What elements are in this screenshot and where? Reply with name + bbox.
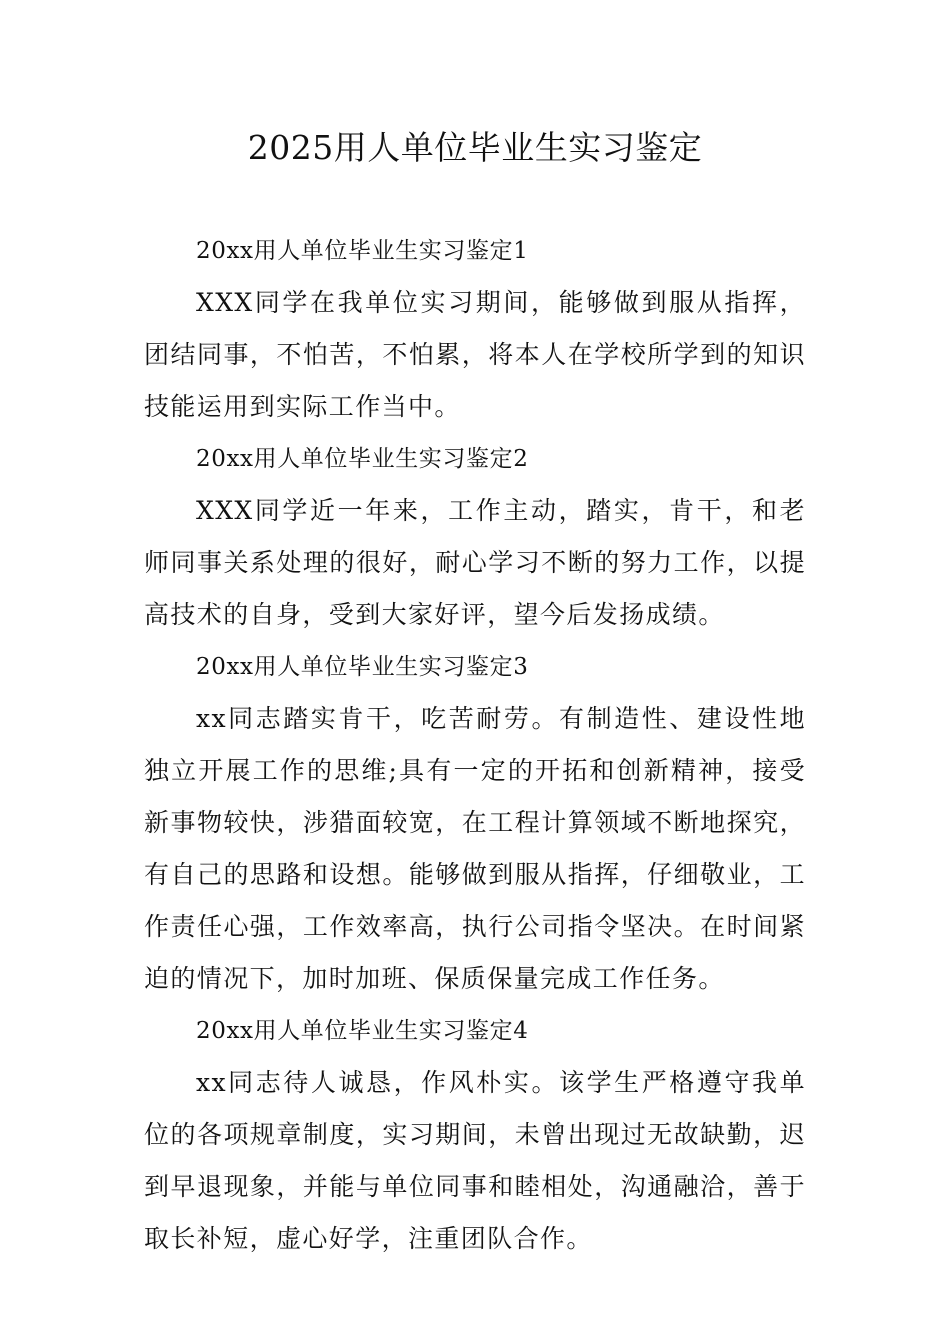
section-heading-1: 20xx用人单位毕业生实习鉴定1 — [196, 238, 529, 264]
section-heading-3: 20xx用人单位毕业生实习鉴定3 — [196, 654, 529, 680]
section-body-1: XXX同学在我单位实习期间，能够做到服从指挥，团结同事，不怕苦，不怕累，将本人在学校所学到的知识技能运用到实际工作当中。 — [144, 288, 806, 421]
section-body-2: XXX同学近一年来，工作主动，踏实，肯干，和老师同事关系处理的很好，耐心学习不断的努力工作，以提高技术的自身，受到大家好评，望今后发扬成绩。 — [144, 496, 806, 629]
section-heading-4: 20xx用人单位毕业生实习鉴定4 — [196, 1018, 529, 1044]
document-title: 2025用人单位毕业生实习鉴定 — [247, 128, 703, 167]
section-body-3: xx同志踏实肯干，吃苦耐劳。有制造性、建设性地独立开展工作的思维;具有一定的开拓和创新精神，接受新事物较快，涉猎面较宽，在工程计算领域不断地探究，有自己的思路和设想。能够做到服从指挥，仔细敬业，工作责任心强，工作效率高，执行公司指令坚决。在时间紧迫的情况下，加时加班、保质保量完成工作任务。 — [144, 704, 806, 993]
document-body — [144, 225, 806, 1265]
section-heading-2: 20xx用人单位毕业生实习鉴定2 — [196, 446, 529, 472]
section-body-4: xx同志待人诚恳，作风朴实。该学生严格遵守我单位的各项规章制度，实习期间，未曾出现过无故缺勤，迟到早退现象，并能与单位同事和睦相处，沟通融洽，善于取长补短，虚心好学，注重团队合作。 — [144, 1068, 806, 1253]
